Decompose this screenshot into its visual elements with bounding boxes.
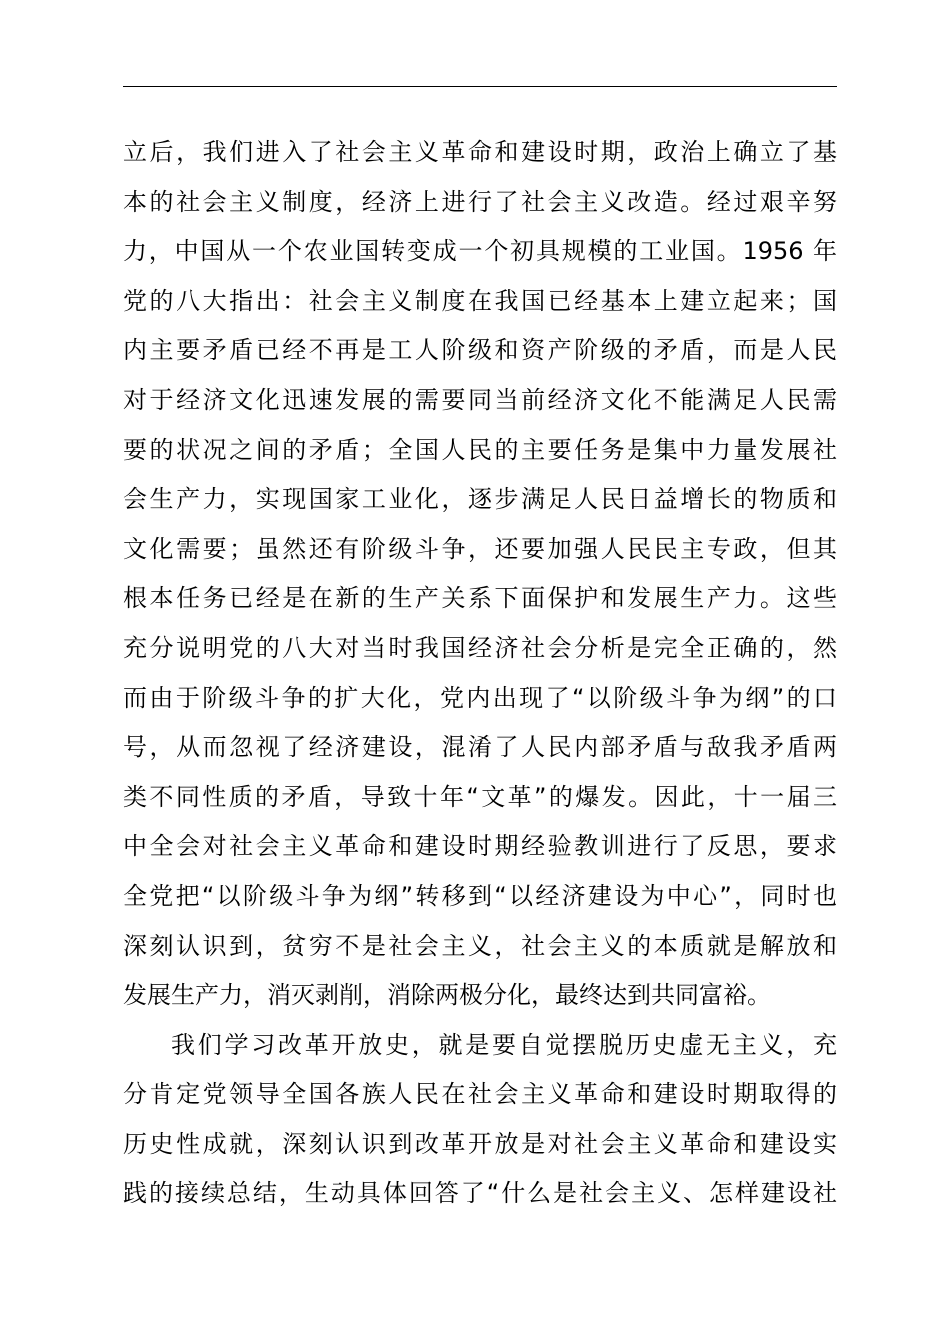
text-line: 号，从而忽视了经济建设，混淆了人民内部矛盾与敌我矛盾两 bbox=[123, 733, 837, 762]
text-line: 中全会对社会主义革命和建设时期经验教训进行了反思，要求 bbox=[123, 832, 837, 861]
text-line: 立后，我们进入了社会主义革命和建设时期，政治上确立了基 bbox=[123, 138, 837, 166]
paragraph-2 bbox=[123, 1021, 837, 1219]
text-line: 对于经济文化迅速发展的需要同当前经济文化不能满足人民需 bbox=[123, 385, 837, 414]
text-line: 我们学习改革开放史，就是要自觉摆脱历史虚无主义，充 bbox=[171, 1030, 837, 1059]
text-line: 内主要矛盾已经不再是工人阶级和资产阶级的矛盾，而是人民 bbox=[123, 336, 837, 365]
body-text bbox=[123, 128, 837, 1219]
text-line: 分肯定党领导全国各族人民在社会主义革命和建设时期取得的 bbox=[123, 1080, 837, 1109]
text-line: 根本任务已经是在新的生产关系下面保护和发展生产力。这些 bbox=[123, 584, 837, 613]
text-line: 全党把“以阶级斗争为纲”转移到“以经济建设为中心”，同时也 bbox=[123, 881, 837, 910]
text-line: 要的状况之间的矛盾；全国人民的主要任务是集中力量发展社 bbox=[123, 435, 837, 464]
paragraph-1 bbox=[123, 128, 837, 1021]
header-rule bbox=[123, 86, 837, 87]
text-line: 历史性成就，深刻认识到改革开放是对社会主义革命和建设实 bbox=[123, 1129, 837, 1158]
text-line: 力，中国从一个农业国转变成一个初具规模的工业国。1956 年 bbox=[123, 237, 837, 266]
text-line: 发展生产力，消灭剥削，消除两极分化，最终达到共同富裕。 bbox=[123, 981, 771, 1010]
text-line: 深刻认识到，贫穷不是社会主义，社会主义的本质就是解放和 bbox=[123, 931, 837, 960]
text-line: 类不同性质的矛盾，导致十年“文革”的爆发。因此，十一届三 bbox=[123, 782, 837, 811]
text-line: 党的八大指出：社会主义制度在我国已经基本上建立起来；国 bbox=[123, 286, 837, 315]
text-line: 而由于阶级斗争的扩大化，党内出现了“以阶级斗争为纲”的口 bbox=[123, 683, 837, 712]
text-line: 文化需要；虽然还有阶级斗争，还要加强人民民主专政，但其 bbox=[123, 534, 837, 563]
text-line: 本的社会主义制度，经济上进行了社会主义改造。经过艰辛努 bbox=[123, 187, 837, 216]
text-line: 会生产力，实现国家工业化，逐步满足人民日益增长的物质和 bbox=[123, 485, 837, 514]
text-line: 充分说明党的八大对当时我国经济社会分析是完全正确的，然 bbox=[123, 633, 837, 662]
text-line: 践的接续总结，生动具体回答了“什么是社会主义、怎样建设社 bbox=[123, 1179, 837, 1208]
